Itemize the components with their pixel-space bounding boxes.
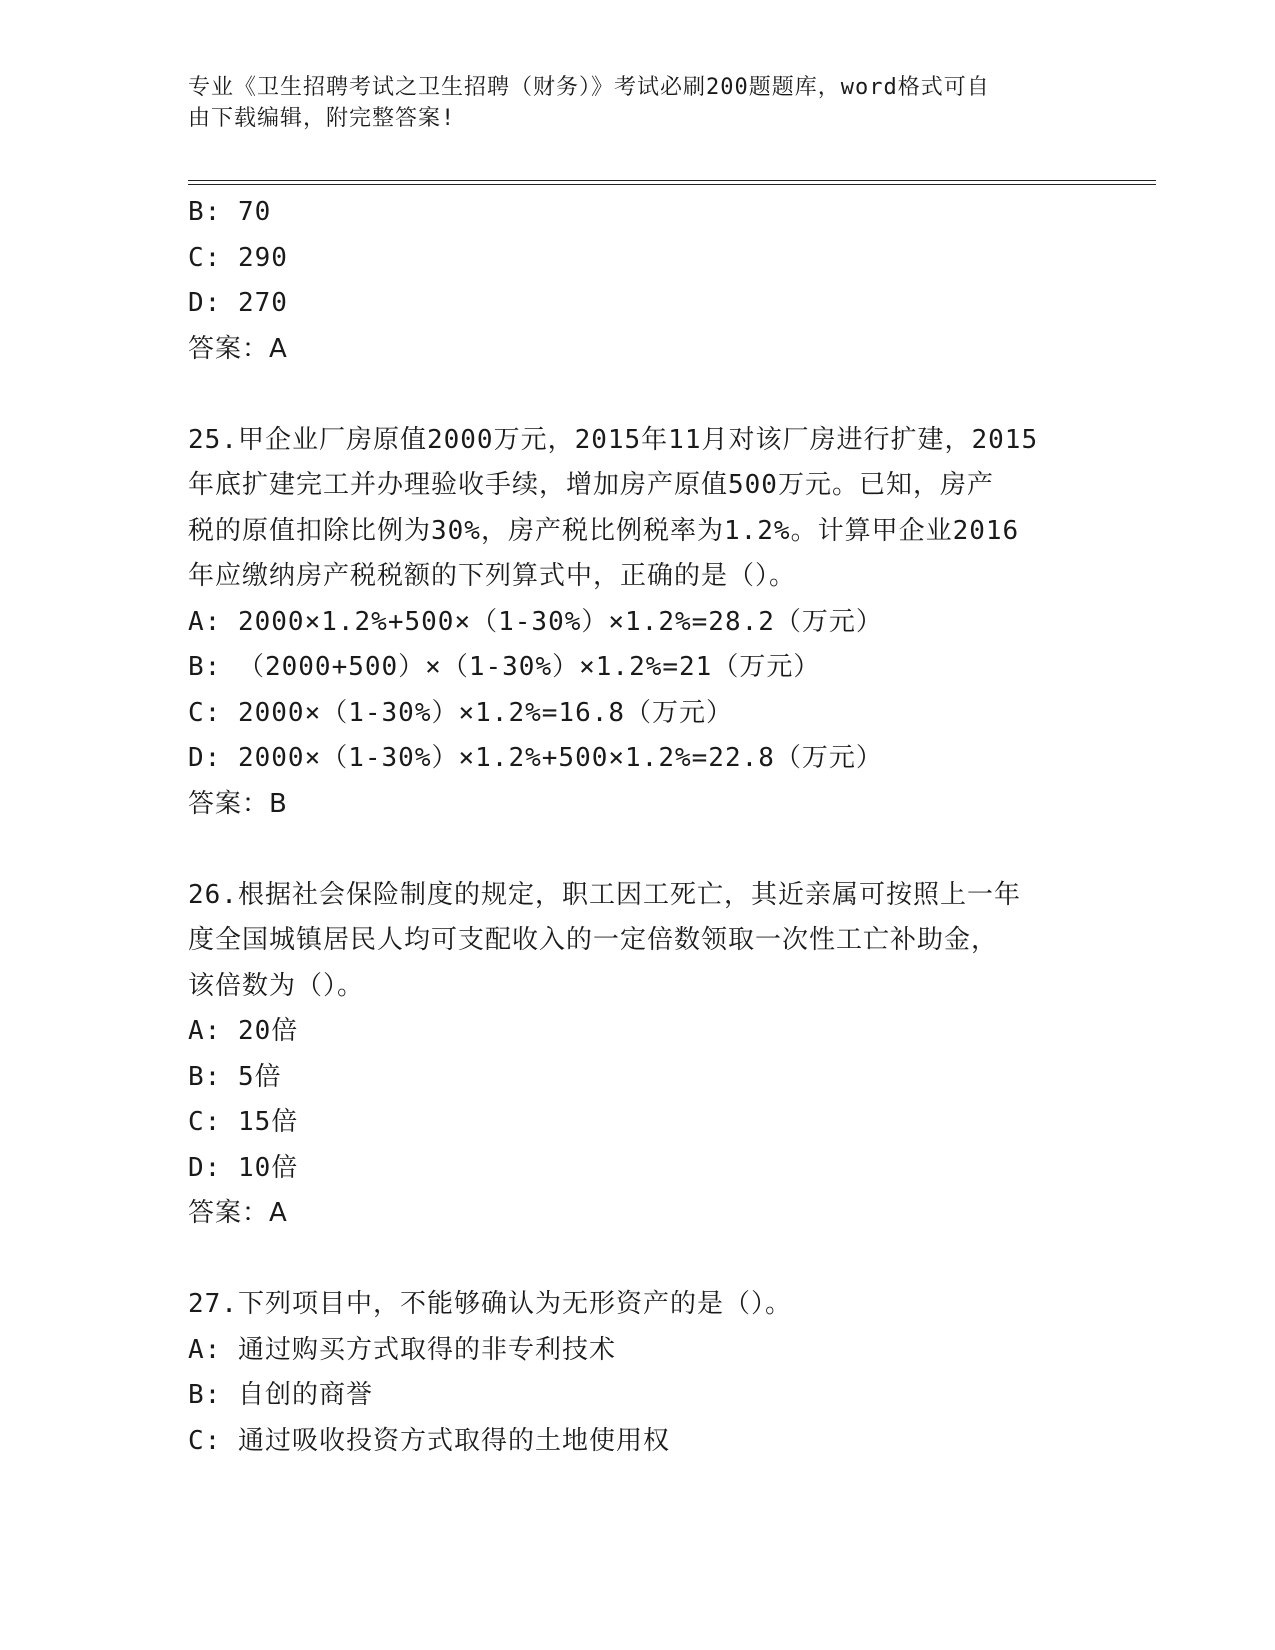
answer-line: 答案：A bbox=[188, 1198, 288, 1228]
question-text-line: 27.下列项目中，不能够确认为无形资产的是（）。 bbox=[188, 1289, 792, 1319]
option-line: D: 10倍 bbox=[188, 1152, 299, 1183]
question-text-line: 税的原值扣除比例为30%，房产税比例税率为1.2%。计算甲企业2016 bbox=[188, 515, 1020, 546]
question-text-line: 年应缴纳房产税税额的下列算式中，正确的是（）。 bbox=[188, 561, 797, 591]
option-line: C: 290 bbox=[188, 242, 288, 273]
question-text-line: 26.根据社会保险制度的规定，职工因工死亡，其近亲属可按照上一年 bbox=[188, 879, 1021, 910]
document-header bbox=[188, 72, 1078, 134]
spacer bbox=[188, 1237, 1088, 1283]
spacer bbox=[188, 372, 1088, 418]
question-text-line: 年底扩建完工并办理验收手续，增加房产原值500万元。已知，房产 bbox=[188, 470, 994, 500]
question-25 bbox=[188, 418, 1088, 828]
answer-line: 答案：B bbox=[188, 788, 288, 819]
option-line: B: 自创的商誉 bbox=[188, 1380, 373, 1410]
header-rule-bottom bbox=[188, 184, 1156, 185]
option-line: C: 15倍 bbox=[188, 1107, 299, 1137]
option-line: D: 2000×（1-30%）×1.2%+500×1.2%=22.8（万元） bbox=[188, 743, 883, 773]
header-rule-top bbox=[188, 180, 1156, 181]
question-26 bbox=[188, 873, 1088, 1237]
option-line: C: 2000×（1-30%）×1.2%=16.8（万元） bbox=[188, 697, 734, 728]
option-line: B: （2000+500）×（1-30%）×1.2%=21（万元） bbox=[188, 652, 821, 682]
option-line: B: 5倍 bbox=[188, 1061, 282, 1092]
option-line: B: 70 bbox=[188, 197, 272, 227]
prev-question-block bbox=[188, 190, 1088, 372]
option-line: C: 通过吸收投资方式取得的土地使用权 bbox=[188, 1425, 670, 1456]
question-27 bbox=[188, 1282, 1088, 1464]
option-line: A: 20倍 bbox=[188, 1016, 299, 1046]
option-line: A: 通过购买方式取得的非专利技术 bbox=[188, 1334, 616, 1365]
question-text-line: 度全国城镇居民人均可支配收入的一定倍数领取一次性工亡补助金， bbox=[188, 925, 999, 955]
header-line-1: 专业《卫生招聘考试之卫生招聘（财务）》考试必刷200题题库，word格式可自 bbox=[188, 75, 990, 100]
header-line-2: 由下载编辑，附完整答案! bbox=[188, 106, 456, 131]
option-line: A: 2000×1.2%+500×（1-30%）×1.2%=28.2（万元） bbox=[188, 606, 883, 637]
question-text-line: 25.甲企业厂房原值2000万元，2015年11月对该厂房进行扩建，2015 bbox=[188, 424, 1039, 455]
spacer bbox=[188, 827, 1088, 873]
answer-line: 答案：A bbox=[188, 333, 288, 364]
document-body bbox=[188, 190, 1088, 1464]
option-line: D: 270 bbox=[188, 288, 288, 318]
question-text-line: 该倍数为（）。 bbox=[188, 970, 365, 1001]
